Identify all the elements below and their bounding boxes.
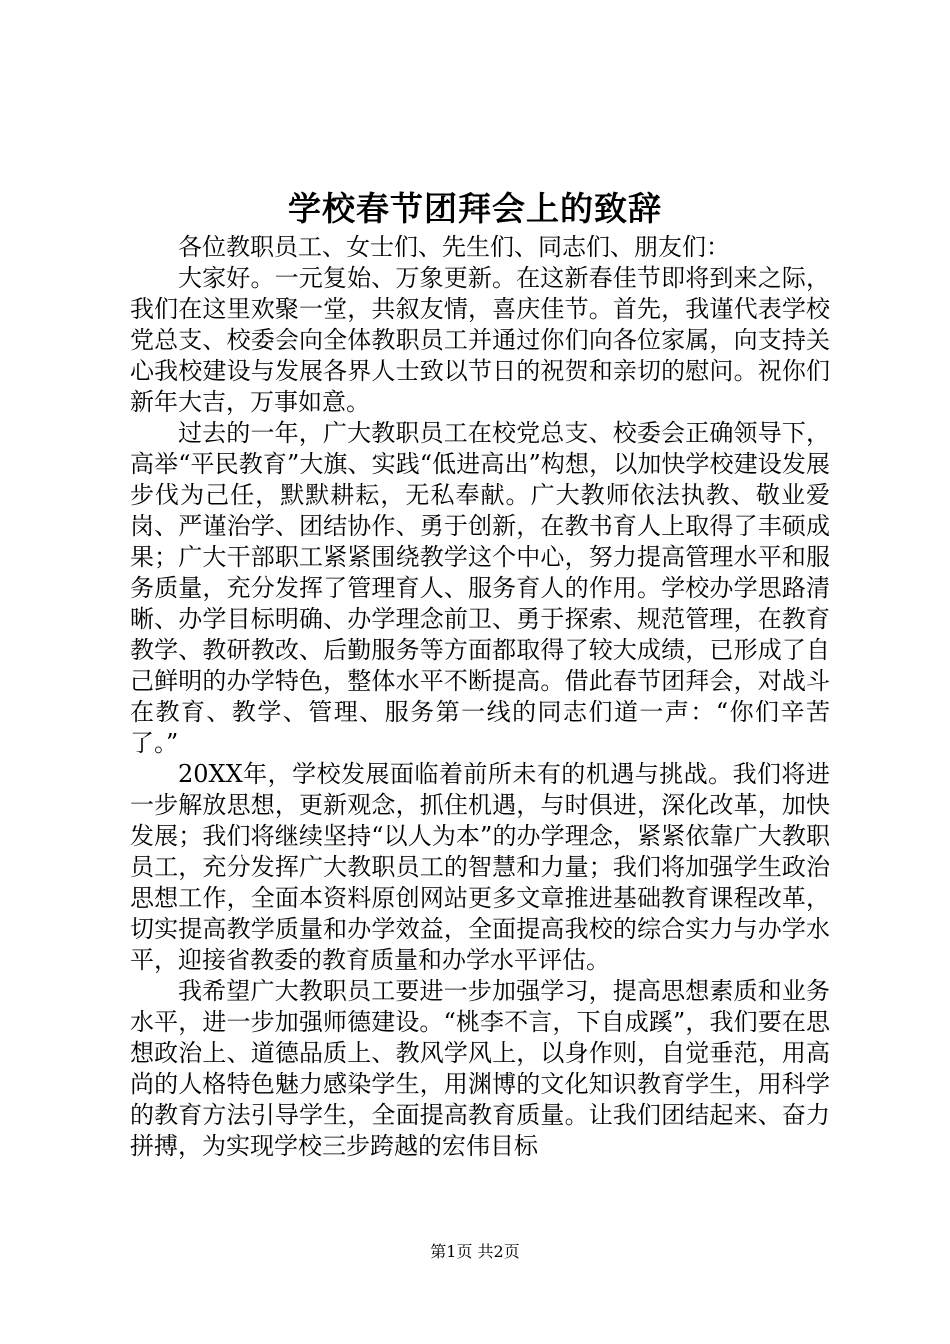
past-year-paragraph: 过去的一年，广大教职员工在校党总支、校委会正确领导下，高举“平民教育”大旗、实践“低进高出”构想，以加快学校建设发展步伐为己任，默默耕耘，无私奉献。广大教师依法执教、敬业爱岗、严谨治学、团结协作、勇于创新，在教书育人上取得了丰硕成果；广大干部职工紧紧围绕教学这个中心，努力提高管理水平和服务质量，充分发挥了管理育人、服务育人的作用。学校办学思路清晰、办学目标明确、办学理念前卫、勇于探索、规范管理，在教育教学、教研教改、后勤服务等方面都取得了较大成绩，已形成了自己鲜明的办学特色，整体水平不断提高。借此春节团拜会，对战斗在教育、教学、管理、服务第一线的同志们道一声：“你们辛苦了。” <box>130 419 830 757</box>
new-year-plan-paragraph: 20XX年，学校发展面临着前所未有的机遇与挑战。我们将进一步解放思想，更新观念，抓住机遇，与时俱进，深化改革，加快发展；我们将继续坚持“以人为本”的办学理念，紧紧依靠广大教职员工，充分发挥广大教职员工的智慧和力量；我们将加强学生政治思想工作，全面本资料原创网站更多文章推进基础教育课程改革，切实提高教学质量和办学效益，全面提高我校的综合实力与办学水平，迎接省教委的教育质量和办学水平评估。 <box>130 760 830 974</box>
hope-paragraph: 我希望广大教职员工要进一步加强学习，提高思想素质和业务水平，进一步加强师德建设。“桃李不言，下自成蹊”，我们要在思想政治上、道德品质上、教风学风上，以身作则，自觉垂范，用高尚的人格特色魅力感染学生，用渊博的文化知识教育学生，用科学的教育方法引导学生，全面提高教育质量。让我们团结起来、奋力拼搏，为实现学校三步跨越的宏伟目标 <box>130 977 830 1160</box>
salutation-paragraph: 各位教职员工、女士们、先生们、同志们、朋友们： <box>178 233 730 261</box>
document-body <box>130 232 830 1162</box>
page-title: 学校春节团拜会上的致辞 <box>288 189 662 228</box>
greeting-paragraph: 大家好。一元复始、万象更新。在这新春佳节即将到来之际，我们在这里欢聚一堂，共叙友情，喜庆佳节。首先，我谨代表学校党总支、校委会向全体教职员工并通过你们向各位家属，向支持关心我校建设与发展各界人士致以节日的祝贺和亲切的慰问。祝你们新年大吉，万事如意。 <box>130 264 830 416</box>
page-footer: 第1页 共2页 <box>430 1242 520 1261</box>
